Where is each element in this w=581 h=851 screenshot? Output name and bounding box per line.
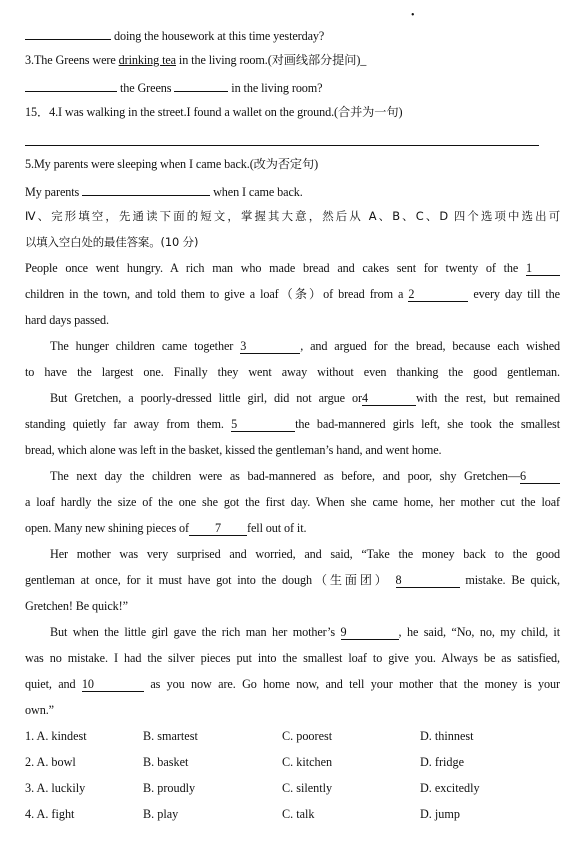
cloze-blank-2: 2 [408, 288, 468, 302]
passage-line: hard days passed. [25, 313, 109, 327]
passage-line: bread, which alone was left in the basket, kissed the gentleman’s hand, and went home. [25, 443, 442, 457]
passage-line: children in the town, and told them to give a loaf（条）of bread from a 2 every day till the [25, 287, 560, 301]
passage-line: own.” [25, 703, 54, 717]
option-3b: B. proudly [143, 781, 196, 795]
option-3c: C. silently [282, 781, 333, 795]
answer-blank [82, 183, 210, 196]
option-1b: B. smartest [143, 729, 198, 743]
passage-line: Gretchen! Be quick!” [25, 599, 128, 613]
option-4d: D. jump [420, 807, 460, 821]
exercise-line-5: 5.My parents were sleeping when I came back.(改为否定句) [25, 157, 319, 171]
option-4a: 4. A. fight [25, 807, 75, 821]
passage-line: The hunger children came together 3 , and argued for the bread, because each wished [50, 339, 561, 353]
underlined-phrase: drinking tea [118, 53, 176, 67]
option-2a: 2. A. bowl [25, 755, 76, 769]
cloze-blank-6: 6 [520, 470, 560, 484]
passage-line: But Gretchen, a poorly-dressed little girl, did not argue or4 with the rest, but remained [50, 391, 560, 405]
answer-blank [174, 79, 228, 92]
passage-line: gentleman at once, for it must have got into the dough（生面团） 8 mistake. Be quick, [25, 573, 561, 587]
option-4b: B. play [143, 807, 179, 821]
cloze-blank-4: 4 [362, 392, 416, 406]
option-3a: 3. A. luckily [25, 781, 86, 795]
cloze-blank-7: 7 [189, 522, 247, 536]
cloze-blank-8: 8 [396, 574, 460, 588]
cloze-blank-10: 10 [82, 678, 144, 692]
answer-blank [25, 79, 117, 92]
option-4c: C. talk [282, 807, 315, 821]
answer-line [25, 145, 539, 146]
stray-dot: • [411, 10, 415, 21]
option-2c: C. kitchen [282, 755, 333, 769]
cloze-blank-3: 3 [240, 340, 300, 354]
passage-line: quiet, and 10 as you now are. Go home now, and tell your mother that the money is your [25, 677, 560, 691]
passage-line: standing quietly far away from them. 5 the bad-mannered girls left, she took the smallest [25, 417, 560, 431]
passage-line: Her mother was very surprised and worried, and said, “Take the money back to the good [50, 547, 560, 561]
section-heading: Ⅳ、完形填空，先通读下面的短文，掌握其大意，然后从 A、B、C、D 四个选项中选出可 [25, 209, 560, 223]
exercise-line-1: doing the housework at this time yesterday? [25, 27, 560, 43]
exercise-line-4: 15．4.I was walking in the street.I found a wallet on the ground.(合并为一句) [25, 105, 403, 119]
passage-line: was no mistake. I had the silver pieces put into the smallest loaf to give you. Always be as satisfied, [25, 651, 560, 665]
answer-blank [25, 27, 111, 40]
option-1c: C. poorest [282, 729, 333, 743]
option-1d: D. thinnest [420, 729, 474, 743]
cloze-blank-9: 9 [341, 626, 399, 640]
cloze-blank-1: 1 [526, 262, 560, 276]
option-3d: D. excitedly [420, 781, 480, 795]
passage-line: to have the largest one. Finally they went away without even thanking the good gentleman. [25, 365, 560, 379]
exercise-line-6: My parents when I came back. [25, 185, 303, 199]
option-2b: B. basket [143, 755, 189, 769]
exercise-line-2: 3.The Greens were drinking tea in the living room.(对画线部分提问)_ [25, 53, 367, 67]
option-1a: 1. A. kindest [25, 729, 87, 743]
cloze-blank-5: 5 [231, 418, 295, 432]
passage-line: open. Many new shining pieces of 7 fell out of it. [25, 521, 307, 535]
section-instruction: 以填入空白处的最佳答案。(10 分) [25, 235, 199, 249]
passage-line: The next day the children were as bad-mannered as before, and poor, shy Gretchen—6 [50, 469, 560, 484]
passage-line: But when the little girl gave the rich man her mother’s 9 , he said, “No, no, my child, it [50, 625, 560, 639]
exercise-line-3: the Greens in the living room? [25, 79, 560, 95]
passage-line: People once went hungry. A rich man who made bread and cakes sent for twenty of the 1 [25, 261, 560, 276]
option-2d: D. fridge [420, 755, 464, 769]
passage-line: a loaf hardly the size of the one she got the first day. When she came home, her mother cut the loaf [25, 495, 560, 509]
